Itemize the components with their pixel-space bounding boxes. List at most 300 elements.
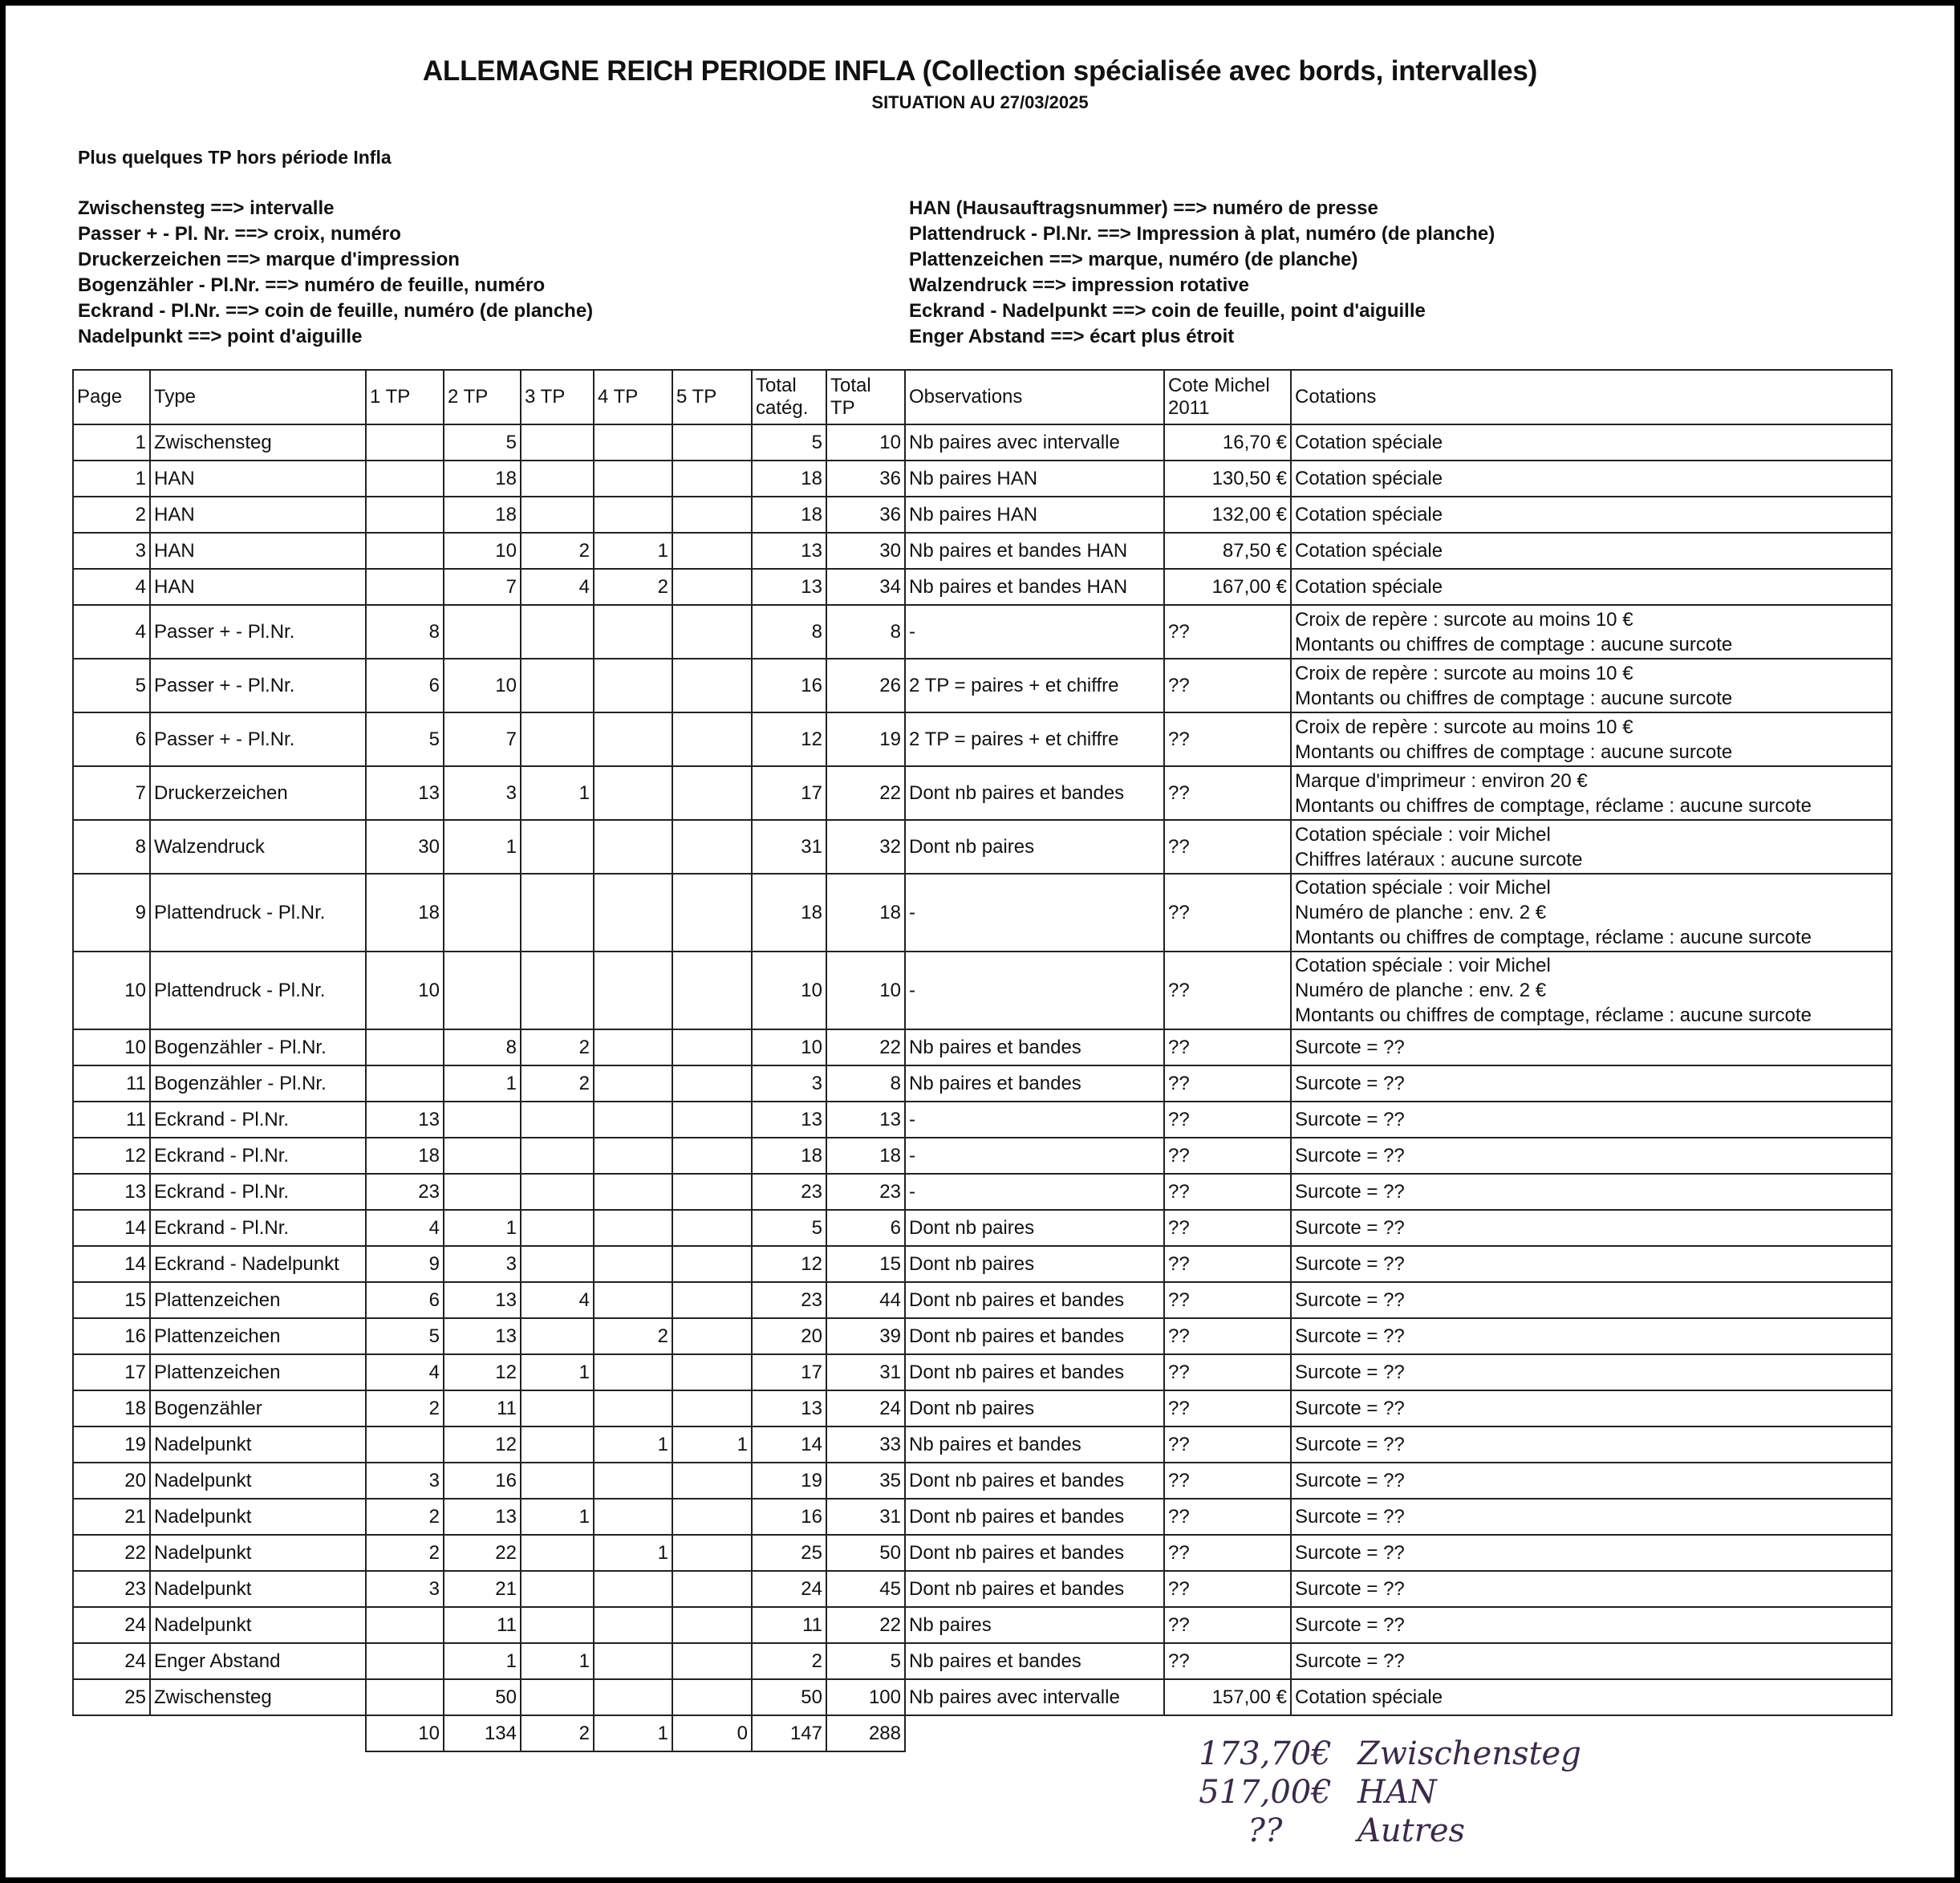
cell-observations: Nb paires et bandes HAN <box>905 569 1164 605</box>
cell-4tp <box>594 1607 672 1643</box>
table-row <box>73 1679 1892 1715</box>
cell-page: 7 <box>73 766 150 820</box>
cell-observations: Dont nb paires et bandes <box>905 1354 1164 1390</box>
cell-page: 3 <box>73 533 150 569</box>
cell-total-categ: 24 <box>752 1571 826 1607</box>
cotation-line: Montants ou chiffres de comptage, réclame : aucune surcote <box>1295 927 1812 948</box>
cell-1tp <box>366 497 444 533</box>
cell-type: Eckrand - Pl.Nr. <box>150 1138 366 1174</box>
glossary-right <box>909 196 1495 350</box>
cotation-line: Montants ou chiffres de comptage : aucune surcote <box>1295 741 1733 763</box>
cell-4tp <box>594 1282 672 1318</box>
cotation-line: Surcote = ?? <box>1295 1650 1405 1672</box>
cell-cote-michel: ?? <box>1164 1390 1291 1426</box>
cell-type: Zwischensteg <box>150 1679 366 1715</box>
cell-total-tp: 22 <box>826 766 905 820</box>
cell-type: Bogenzähler <box>150 1390 366 1426</box>
cell-5tp <box>672 533 752 569</box>
cell-observations: Nb paires avec intervalle <box>905 424 1164 461</box>
cell-3tp <box>521 659 594 712</box>
blank-cell <box>73 1715 150 1751</box>
cell-page: 23 <box>73 1571 150 1607</box>
cell-5tp <box>672 605 752 659</box>
cell-page: 11 <box>73 1065 150 1102</box>
cell-4tp <box>594 1102 672 1138</box>
col-observations: Observations <box>905 370 1164 424</box>
cell-2tp: 12 <box>444 1354 521 1390</box>
cell-observations: - <box>905 1174 1164 1210</box>
cell-5tp <box>672 1210 752 1246</box>
cell-total-categ: 10 <box>752 952 826 1029</box>
cotation-line: Cotation spéciale <box>1295 1686 1443 1708</box>
glossary-entry: Walzendruck ==> impression rotative <box>909 274 1249 296</box>
cell-observations: - <box>905 952 1164 1029</box>
cotation-line: Croix de repère : surcote au moins 10 € <box>1295 662 1633 684</box>
cell-page: 1 <box>73 424 150 461</box>
cell-type: Nadelpunkt <box>150 1463 366 1499</box>
cotation-line: Montants ou chiffres de comptage, réclame : aucune surcote <box>1295 1004 1812 1026</box>
cell-page: 1 <box>73 461 150 497</box>
cell-observations: Nb paires et bandes <box>905 1029 1164 1065</box>
cell-total-categ: 5 <box>752 424 826 461</box>
cell-observations: Dont nb paires <box>905 1390 1164 1426</box>
handwritten-amount: 173,70€ <box>1199 1735 1332 1772</box>
cell-1tp: 30 <box>366 820 444 874</box>
cell-1tp: 5 <box>366 712 444 766</box>
cotation-line: Montants ou chiffres de comptage, réclame : aucune surcote <box>1295 794 1812 817</box>
cell-cotations <box>1291 424 1892 461</box>
cell-total-tp: 8 <box>826 605 905 659</box>
cell-4tp <box>594 766 672 820</box>
cell-observations: Dont nb paires et bandes <box>905 766 1164 820</box>
cell-1tp <box>366 461 444 497</box>
cell-5tp <box>672 1499 752 1535</box>
cell-total-categ: 13 <box>752 533 826 569</box>
cell-observations: Nb paires et bandes <box>905 1426 1164 1463</box>
cell-cotations <box>1291 766 1892 820</box>
cell-total-categ: 18 <box>752 497 826 533</box>
cotation-line: Surcote = ?? <box>1295 1614 1405 1636</box>
cell-type: HAN <box>150 569 366 605</box>
cell-cotations <box>1291 1065 1892 1102</box>
cell-5tp <box>672 424 752 461</box>
cell-cote-michel: ?? <box>1164 1246 1291 1282</box>
cell-total-tp: 6 <box>826 1210 905 1246</box>
cell-cote-michel: ?? <box>1164 766 1291 820</box>
cell-1tp: 8 <box>366 605 444 659</box>
cell-3tp <box>521 712 594 766</box>
cell-page: 2 <box>73 497 150 533</box>
cell-total-categ: 31 <box>752 820 826 874</box>
table-row <box>73 497 1892 533</box>
table-row <box>73 1102 1892 1138</box>
cell-cotations <box>1291 1571 1892 1607</box>
cell-observations: Nb paires et bandes <box>905 1065 1164 1102</box>
cell-2tp: 18 <box>444 497 521 533</box>
handwritten-line <box>1181 1812 1581 1850</box>
cell-4tp <box>594 1029 672 1065</box>
cell-total-categ: 10 <box>752 1029 826 1065</box>
cell-4tp <box>594 712 672 766</box>
cell-cotations <box>1291 1354 1892 1390</box>
col-2tp: 2 TP <box>444 370 521 424</box>
cotation-line: Cotation spéciale <box>1295 540 1443 562</box>
cell-type: Bogenzähler - Pl.Nr. <box>150 1029 366 1065</box>
table-row <box>73 1065 1892 1102</box>
cotation-line: Croix de repère : surcote au moins 10 € <box>1295 716 1633 738</box>
cell-3tp <box>521 1535 594 1571</box>
cell-cotations <box>1291 1210 1892 1246</box>
cell-2tp: 11 <box>444 1390 521 1426</box>
cell-type: Bogenzähler - Pl.Nr. <box>150 1065 366 1102</box>
cell-total-categ: 17 <box>752 766 826 820</box>
table-row <box>73 1318 1892 1354</box>
cell-4tp <box>594 874 672 952</box>
table-row <box>73 1499 1892 1535</box>
cell-3tp: 1 <box>521 1499 594 1535</box>
cell-page: 6 <box>73 712 150 766</box>
cell-total-tp: 33 <box>826 1426 905 1463</box>
cell-5tp <box>672 766 752 820</box>
cell-total-tp: 35 <box>826 1463 905 1499</box>
table-row <box>73 712 1892 766</box>
col-total-categ: Total catég. <box>752 370 826 424</box>
handwritten-label: Autres <box>1357 1812 1466 1849</box>
cell-type: Passer + - Pl.Nr. <box>150 712 366 766</box>
cell-total-tp: 10 <box>826 952 905 1029</box>
cell-1tp <box>366 533 444 569</box>
cell-5tp <box>672 1318 752 1354</box>
cell-observations: - <box>905 874 1164 952</box>
cell-2tp: 7 <box>444 712 521 766</box>
cell-5tp <box>672 952 752 1029</box>
cell-total-tp: 26 <box>826 659 905 712</box>
cell-1tp <box>366 1426 444 1463</box>
cotation-line: Cotation spéciale <box>1295 432 1443 453</box>
cell-total-categ: 16 <box>752 659 826 712</box>
cotation-line: Montants ou chiffres de comptage : aucune surcote <box>1295 633 1733 655</box>
cell-type: Plattenzeichen <box>150 1354 366 1390</box>
cell-2tp: 8 <box>444 1029 521 1065</box>
cotation-line: Croix de repère : surcote au moins 10 € <box>1295 608 1633 631</box>
cell-3tp <box>521 1571 594 1607</box>
cell-cotations <box>1291 712 1892 766</box>
table-row <box>73 533 1892 569</box>
cell-total-categ: 2 <box>752 1643 826 1679</box>
table-row <box>73 1607 1892 1643</box>
cell-5tp <box>672 569 752 605</box>
cell-3tp <box>521 605 594 659</box>
cotation-line: Numéro de planche : env. 2 € <box>1295 980 1547 1001</box>
cell-total-tp: 44 <box>826 1282 905 1318</box>
cell-2tp: 22 <box>444 1535 521 1571</box>
cell-cote-michel: 157,00 € <box>1164 1679 1291 1715</box>
cell-total-tp: 22 <box>826 1029 905 1065</box>
cell-type: Druckerzeichen <box>150 766 366 820</box>
cell-page: 24 <box>73 1643 150 1679</box>
cell-cote-michel: ?? <box>1164 1426 1291 1463</box>
cell-type: Nadelpunkt <box>150 1535 366 1571</box>
cell-4tp <box>594 1390 672 1426</box>
glossary-entry: Eckrand - Nadelpunkt ==> coin de feuille, point d'aiguille <box>909 300 1426 322</box>
cell-4tp <box>594 497 672 533</box>
cell-5tp <box>672 1029 752 1065</box>
cell-2tp: 16 <box>444 1463 521 1499</box>
cell-4tp <box>594 1499 672 1535</box>
cell-total-categ: 17 <box>752 1354 826 1390</box>
cell-total-categ: 23 <box>752 1174 826 1210</box>
cell-page: 4 <box>73 569 150 605</box>
cell-observations: Dont nb paires <box>905 1210 1164 1246</box>
cell-cotations <box>1291 461 1892 497</box>
cell-4tp <box>594 1354 672 1390</box>
cell-total-tp: 45 <box>826 1571 905 1607</box>
cotation-line: Surcote = ?? <box>1295 1109 1405 1130</box>
scanned-page <box>6 6 1954 1877</box>
cell-type: Plattenzeichen <box>150 1282 366 1318</box>
cell-2tp: 10 <box>444 659 521 712</box>
table-row <box>73 766 1892 820</box>
cell-3tp <box>521 1246 594 1282</box>
cell-cote-michel: ?? <box>1164 1029 1291 1065</box>
cell-cote-michel: ?? <box>1164 1463 1291 1499</box>
cell-total-categ: 13 <box>752 1102 826 1138</box>
cell-4tp <box>594 1210 672 1246</box>
cell-2tp: 3 <box>444 766 521 820</box>
cotation-line: Surcote = ?? <box>1295 1325 1405 1347</box>
glossary-entry: Eckrand - Pl.Nr. ==> coin de feuille, numéro (de planche) <box>78 300 594 322</box>
cell-1tp: 6 <box>366 1282 444 1318</box>
cell-cote-michel: 16,70 € <box>1164 424 1291 461</box>
table-row <box>73 1282 1892 1318</box>
cotation-line: Surcote = ?? <box>1295 1289 1405 1311</box>
cell-4tp <box>594 424 672 461</box>
cell-total-tp: 19 <box>826 712 905 766</box>
cell-2tp: 1 <box>444 820 521 874</box>
cell-3tp <box>521 1679 594 1715</box>
glossary-entry: Passer + - Pl. Nr. ==> croix, numéro <box>78 223 401 245</box>
cotation-line: Cotation spéciale : voir Michel <box>1295 823 1551 846</box>
cell-page: 22 <box>73 1535 150 1571</box>
cell-cotations <box>1291 497 1892 533</box>
cell-3tp: 4 <box>521 569 594 605</box>
cell-3tp: 1 <box>521 1354 594 1390</box>
cell-2tp: 13 <box>444 1318 521 1354</box>
cell-observations: Nb paires et bandes HAN <box>905 533 1164 569</box>
cell-cotations <box>1291 952 1892 1029</box>
cell-cote-michel: ?? <box>1164 820 1291 874</box>
cell-total-categ: 13 <box>752 569 826 605</box>
cell-1tp <box>366 1029 444 1065</box>
cotation-line: Surcote = ?? <box>1295 1434 1405 1455</box>
cell-cote-michel: ?? <box>1164 1607 1291 1643</box>
cell-5tp <box>672 1571 752 1607</box>
cell-page: 11 <box>73 1102 150 1138</box>
cell-cote-michel: ?? <box>1164 1535 1291 1571</box>
cell-cote-michel: ?? <box>1164 1318 1291 1354</box>
cell-total-categ: 18 <box>752 1138 826 1174</box>
cell-total-categ: 8 <box>752 605 826 659</box>
col-cote-michel: Cote Michel 2011 <box>1164 370 1291 424</box>
cell-cotations <box>1291 1174 1892 1210</box>
cell-cote-michel: 130,50 € <box>1164 461 1291 497</box>
cell-total-categ: 5 <box>752 1210 826 1246</box>
cell-page: 24 <box>73 1607 150 1643</box>
cell-total-tp: 13 <box>826 1102 905 1138</box>
cell-page: 10 <box>73 952 150 1029</box>
table-row <box>73 569 1892 605</box>
col-5tp: 5 TP <box>672 370 752 424</box>
cell-type: HAN <box>150 497 366 533</box>
table-row <box>73 874 1892 952</box>
cell-observations: Dont nb paires et bandes <box>905 1535 1164 1571</box>
cell-1tp <box>366 1065 444 1102</box>
cell-4tp <box>594 952 672 1029</box>
cell-type: Eckrand - Pl.Nr. <box>150 1174 366 1210</box>
cell-3tp <box>521 1210 594 1246</box>
cotation-line: Marque d'imprimeur : environ 20 € <box>1295 769 1588 792</box>
cell-cotations <box>1291 1102 1892 1138</box>
cell-4tp <box>594 1643 672 1679</box>
cell-4tp <box>594 1246 672 1282</box>
cell-cote-michel: ?? <box>1164 874 1291 952</box>
cell-page: 10 <box>73 1029 150 1065</box>
cell-3tp <box>521 1426 594 1463</box>
table-row <box>73 1029 1892 1065</box>
cell-4tp: 1 <box>594 533 672 569</box>
cell-4tp <box>594 1065 672 1102</box>
cell-type: Eckrand - Pl.Nr. <box>150 1102 366 1138</box>
glossary-left <box>78 196 593 350</box>
cell-5tp <box>672 874 752 952</box>
cell-type: Plattendruck - Pl.Nr. <box>150 952 366 1029</box>
col-page: Page <box>73 370 150 424</box>
cell-2tp: 21 <box>444 1571 521 1607</box>
cell-page: 14 <box>73 1246 150 1282</box>
handwritten-line <box>1181 1773 1581 1812</box>
cell-3tp <box>521 1463 594 1499</box>
cell-cote-michel: ?? <box>1164 1571 1291 1607</box>
cell-4tp: 2 <box>594 569 672 605</box>
cell-total-tp: 36 <box>826 461 905 497</box>
cell-1tp: 2 <box>366 1535 444 1571</box>
cell-4tp <box>594 1138 672 1174</box>
cell-cotations <box>1291 1643 1892 1679</box>
cell-5tp <box>672 1174 752 1210</box>
col-4tp: 4 TP <box>594 370 672 424</box>
glossary-entry: Plattendruck - Pl.Nr. ==> Impression à plat, numéro (de planche) <box>909 223 1495 245</box>
table-row <box>73 659 1892 712</box>
cell-page: 12 <box>73 1138 150 1174</box>
cell-type: Eckrand - Pl.Nr. <box>150 1210 366 1246</box>
table-row <box>73 1354 1892 1390</box>
cell-total-tp: 31 <box>826 1499 905 1535</box>
cell-2tp <box>444 952 521 1029</box>
cotation-line: Numéro de planche : env. 2 € <box>1295 902 1547 923</box>
cell-2tp <box>444 1174 521 1210</box>
cell-3tp <box>521 1318 594 1354</box>
cell-observations: Dont nb paires et bandes <box>905 1463 1164 1499</box>
cotation-line: Cotation spéciale <box>1295 576 1443 598</box>
cell-3tp: 1 <box>521 1643 594 1679</box>
cell-2tp: 12 <box>444 1426 521 1463</box>
cotation-line: Surcote = ?? <box>1295 1470 1405 1491</box>
cell-1tp <box>366 1643 444 1679</box>
cell-4tp <box>594 1463 672 1499</box>
cell-1tp: 3 <box>366 1463 444 1499</box>
handwritten-note <box>1181 1735 1581 1850</box>
cell-page: 4 <box>73 605 150 659</box>
handwritten-label: Zwischensteg <box>1357 1735 1581 1772</box>
cell-page: 5 <box>73 659 150 712</box>
cell-observations: Dont nb paires <box>905 1246 1164 1282</box>
cell-cotations <box>1291 1390 1892 1426</box>
cell-total-tp: 22 <box>826 1607 905 1643</box>
cell-cote-michel: ?? <box>1164 1282 1291 1318</box>
cell-5tp <box>672 1354 752 1390</box>
cell-5tp <box>672 1138 752 1174</box>
cell-cotations <box>1291 1318 1892 1354</box>
totals-row <box>73 1715 1892 1751</box>
cell-3tp: 2 <box>521 1065 594 1102</box>
table-row <box>73 1210 1892 1246</box>
cell-2tp: 13 <box>444 1282 521 1318</box>
cell-observations: - <box>905 1102 1164 1138</box>
cell-5tp <box>672 1679 752 1715</box>
cell-type: Passer + - Pl.Nr. <box>150 605 366 659</box>
cell-total-tp: 31 <box>826 1354 905 1390</box>
cell-3tp: 1 <box>521 766 594 820</box>
cell-cotations <box>1291 569 1892 605</box>
col-3tp: 3 TP <box>521 370 594 424</box>
cell-type: Zwischensteg <box>150 424 366 461</box>
cell-cote-michel: ?? <box>1164 1138 1291 1174</box>
cell-total-categ: 12 <box>752 712 826 766</box>
cell-2tp: 7 <box>444 569 521 605</box>
cell-page: 16 <box>73 1318 150 1354</box>
cell-page: 21 <box>73 1499 150 1535</box>
glossary-entry: Enger Abstand ==> écart plus étroit <box>909 326 1235 347</box>
cotation-line: Surcote = ?? <box>1295 1542 1405 1564</box>
cell-total-categ: 12 <box>752 1246 826 1282</box>
cell-total-tp: 50 <box>826 1535 905 1571</box>
cotation-line: Surcote = ?? <box>1295 1398 1405 1419</box>
cell-total-categ: 18 <box>752 461 826 497</box>
table-row <box>73 1571 1892 1607</box>
table-row <box>73 1643 1892 1679</box>
cell-4tp <box>594 820 672 874</box>
cell-page: 18 <box>73 1390 150 1426</box>
cell-5tp <box>672 1643 752 1679</box>
table-row <box>73 952 1892 1029</box>
table-row <box>73 424 1892 461</box>
cell-cotations <box>1291 1607 1892 1643</box>
table-row <box>73 1535 1892 1571</box>
col-total-tp: Total TP <box>826 370 905 424</box>
cell-5tp <box>672 1246 752 1282</box>
cell-3tp <box>521 497 594 533</box>
cell-cotations <box>1291 1282 1892 1318</box>
col-cotations: Cotations <box>1291 370 1892 424</box>
cell-total-tp: 39 <box>826 1318 905 1354</box>
cell-page: 17 <box>73 1354 150 1390</box>
cell-1tp <box>366 1679 444 1715</box>
cell-page: 19 <box>73 1426 150 1463</box>
cell-5tp <box>672 497 752 533</box>
cell-page: 9 <box>73 874 150 952</box>
cell-3tp: 2 <box>521 533 594 569</box>
cell-total-categ: 3 <box>752 1065 826 1102</box>
